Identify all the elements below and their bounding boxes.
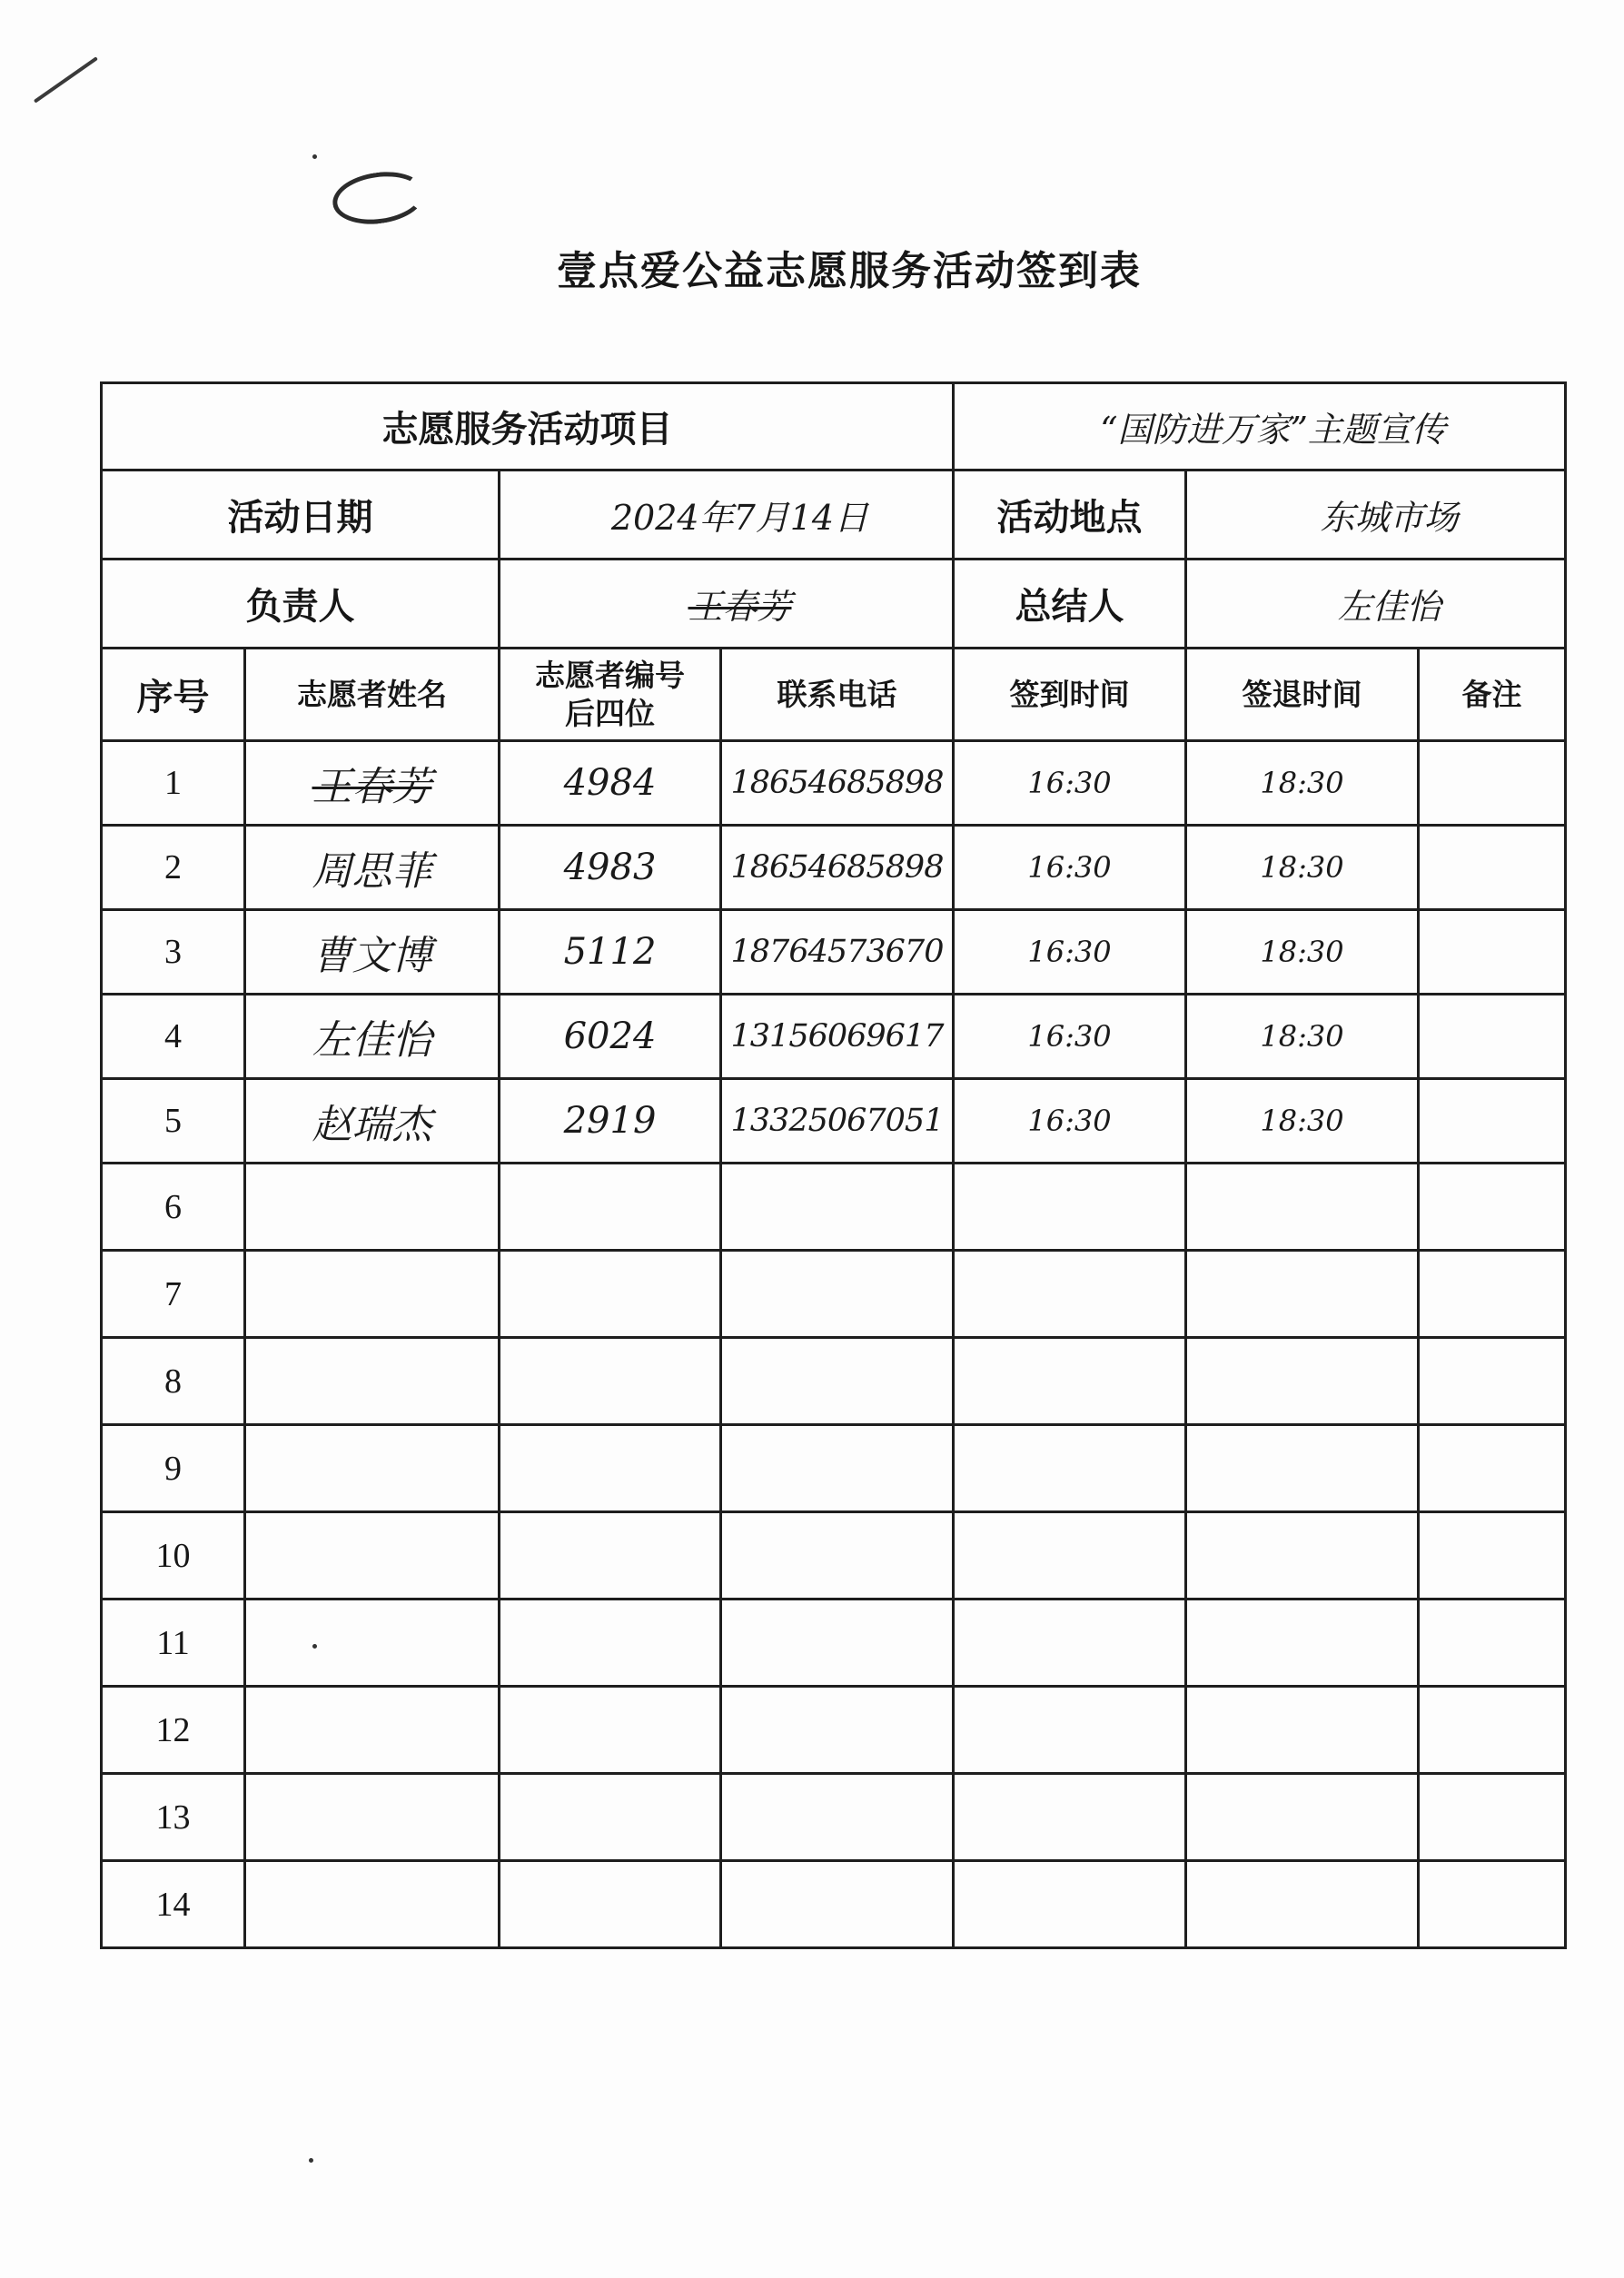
col-header-remark: 备注 bbox=[1419, 649, 1566, 741]
ink-dot bbox=[309, 2158, 313, 2163]
date-value: 2024年7月14日 bbox=[500, 470, 954, 560]
checkin-time bbox=[954, 1512, 1186, 1600]
leader-value bbox=[500, 560, 954, 649]
volunteer-phone bbox=[721, 1251, 954, 1338]
volunteer-name: 左佳怡 bbox=[245, 995, 500, 1079]
row-seq: 6 bbox=[102, 1164, 245, 1251]
row-seq: 2 bbox=[102, 826, 245, 910]
checkout-time bbox=[1186, 1164, 1419, 1251]
document-title: 壹点爱公益志愿服务活动签到表 bbox=[557, 248, 1142, 294]
volunteer-id bbox=[500, 1687, 721, 1774]
volunteer-name bbox=[245, 1164, 500, 1251]
volunteer-phone: 18764573670 bbox=[721, 910, 954, 995]
volunteer-id: 6024 bbox=[500, 995, 721, 1079]
volunteer-phone: 18654685898 bbox=[721, 741, 954, 826]
volunteer-name bbox=[245, 1425, 500, 1512]
checkin-time bbox=[954, 1774, 1186, 1861]
col-header-id-line2: 后四位 bbox=[565, 695, 655, 731]
remark bbox=[1419, 1600, 1566, 1687]
sign-in-table bbox=[100, 381, 1567, 1949]
volunteer-id: 4984 bbox=[500, 741, 721, 826]
table-row bbox=[102, 1687, 1566, 1774]
col-header-id-line1: 志愿者编号 bbox=[535, 658, 685, 694]
volunteer-name bbox=[245, 1338, 500, 1425]
volunteer-name bbox=[245, 1861, 500, 1948]
remark bbox=[1419, 995, 1566, 1079]
remark bbox=[1419, 1425, 1566, 1512]
table-row bbox=[102, 1774, 1566, 1861]
column-header-row bbox=[102, 649, 1566, 741]
ink-dot bbox=[312, 154, 317, 159]
checkout-time: 18:30 bbox=[1186, 741, 1419, 826]
volunteer-name bbox=[245, 1687, 500, 1774]
col-header-name: 志愿者姓名 bbox=[245, 649, 500, 741]
remark bbox=[1419, 1861, 1566, 1948]
volunteer-phone: 13325067051 bbox=[721, 1079, 954, 1164]
row-seq: 12 bbox=[102, 1687, 245, 1774]
volunteer-name: 周思菲 bbox=[245, 826, 500, 910]
date-label: 活动日期 bbox=[102, 470, 500, 560]
table-row bbox=[102, 1079, 1566, 1164]
checkin-time bbox=[954, 1425, 1186, 1512]
volunteer-phone bbox=[721, 1512, 954, 1600]
leader-signature: 王春芳 bbox=[688, 587, 792, 627]
row-seq: 11 bbox=[102, 1600, 245, 1687]
volunteer-id bbox=[500, 1425, 721, 1512]
table-row bbox=[102, 995, 1566, 1079]
volunteer-phone bbox=[721, 1600, 954, 1687]
checkout-time: 18:30 bbox=[1186, 1079, 1419, 1164]
checkin-time: 16:30 bbox=[954, 1079, 1186, 1164]
remark bbox=[1419, 1774, 1566, 1861]
volunteer-name: 王春芳 bbox=[245, 741, 500, 826]
table-row bbox=[102, 1861, 1566, 1948]
remark bbox=[1419, 1251, 1566, 1338]
volunteer-id bbox=[500, 1600, 721, 1687]
row-seq: 7 bbox=[102, 1251, 245, 1338]
row-seq: 4 bbox=[102, 995, 245, 1079]
checkin-time bbox=[954, 1600, 1186, 1687]
volunteer-phone: 13156069617 bbox=[721, 995, 954, 1079]
volunteer-name: 曹文博 bbox=[245, 910, 500, 995]
row-seq: 1 bbox=[102, 741, 245, 826]
col-header-seq: 序号 bbox=[102, 649, 245, 741]
row-seq: 5 bbox=[102, 1079, 245, 1164]
col-header-id bbox=[500, 649, 721, 741]
project-value: “国防进万家”主题宣传 bbox=[954, 383, 1566, 470]
remark bbox=[1419, 826, 1566, 910]
volunteer-phone bbox=[721, 1774, 954, 1861]
volunteer-name: 赵瑞杰 bbox=[245, 1079, 500, 1164]
checkin-time bbox=[954, 1164, 1186, 1251]
volunteer-id bbox=[500, 1774, 721, 1861]
checkout-time bbox=[1186, 1774, 1419, 1861]
volunteer-name bbox=[245, 1600, 500, 1687]
table-row bbox=[102, 1512, 1566, 1600]
remark bbox=[1419, 1512, 1566, 1600]
row-seq: 8 bbox=[102, 1338, 245, 1425]
table-row bbox=[102, 826, 1566, 910]
checkout-time bbox=[1186, 1687, 1419, 1774]
remark bbox=[1419, 1079, 1566, 1164]
checkin-time: 16:30 bbox=[954, 995, 1186, 1079]
checkin-time: 16:30 bbox=[954, 741, 1186, 826]
remark bbox=[1419, 1164, 1566, 1251]
row-seq: 13 bbox=[102, 1774, 245, 1861]
checkout-time bbox=[1186, 1512, 1419, 1600]
table-row bbox=[102, 1251, 1566, 1338]
checkout-time bbox=[1186, 1251, 1419, 1338]
checkin-time bbox=[954, 1687, 1186, 1774]
checkout-time: 18:30 bbox=[1186, 995, 1419, 1079]
table-row bbox=[102, 1164, 1566, 1251]
pen-stroke-mark bbox=[34, 56, 98, 103]
checkin-time: 16:30 bbox=[954, 910, 1186, 995]
volunteer-phone bbox=[721, 1861, 954, 1948]
summarizer-label: 总结人 bbox=[954, 560, 1186, 649]
col-header-checkout: 签退时间 bbox=[1186, 649, 1419, 741]
volunteer-id bbox=[500, 1251, 721, 1338]
checkout-time bbox=[1186, 1425, 1419, 1512]
leader-label: 负责人 bbox=[102, 560, 500, 649]
table-row bbox=[102, 1425, 1566, 1512]
remark bbox=[1419, 1338, 1566, 1425]
checkin-time: 16:30 bbox=[954, 826, 1186, 910]
remark bbox=[1419, 741, 1566, 826]
table-row bbox=[102, 1338, 1566, 1425]
volunteer-phone: 18654685898 bbox=[721, 826, 954, 910]
checkout-time bbox=[1186, 1600, 1419, 1687]
col-header-phone: 联系电话 bbox=[721, 649, 954, 741]
checkout-time: 18:30 bbox=[1186, 910, 1419, 995]
volunteer-phone bbox=[721, 1164, 954, 1251]
volunteer-name bbox=[245, 1512, 500, 1600]
row-seq: 9 bbox=[102, 1425, 245, 1512]
summarizer-value: 左佳怡 bbox=[1186, 560, 1566, 649]
remark bbox=[1419, 1687, 1566, 1774]
volunteer-id bbox=[500, 1164, 721, 1251]
row-seq: 10 bbox=[102, 1512, 245, 1600]
col-header-checkin: 签到时间 bbox=[954, 649, 1186, 741]
checkin-time bbox=[954, 1338, 1186, 1425]
date-location-row bbox=[102, 470, 1566, 560]
volunteer-name bbox=[245, 1774, 500, 1861]
volunteer-id: 5112 bbox=[500, 910, 721, 995]
table-row bbox=[102, 1600, 1566, 1687]
row-seq: 3 bbox=[102, 910, 245, 995]
project-label: 志愿服务活动项目 bbox=[102, 383, 954, 470]
checkin-time bbox=[954, 1251, 1186, 1338]
volunteer-id: 4983 bbox=[500, 826, 721, 910]
row-seq: 14 bbox=[102, 1861, 245, 1948]
table-row bbox=[102, 741, 1566, 826]
location-value: 东城市场 bbox=[1186, 470, 1566, 560]
checkin-time bbox=[954, 1861, 1186, 1948]
leader-row bbox=[102, 560, 1566, 649]
volunteer-name bbox=[245, 1251, 500, 1338]
volunteer-phone bbox=[721, 1338, 954, 1425]
checkout-time bbox=[1186, 1861, 1419, 1948]
pen-circle-mark bbox=[330, 166, 429, 230]
remark bbox=[1419, 910, 1566, 995]
volunteer-phone bbox=[721, 1425, 954, 1512]
volunteer-id bbox=[500, 1512, 721, 1600]
volunteer-id bbox=[500, 1861, 721, 1948]
location-label: 活动地点 bbox=[954, 470, 1186, 560]
checkout-time bbox=[1186, 1338, 1419, 1425]
checkout-time: 18:30 bbox=[1186, 826, 1419, 910]
volunteer-id bbox=[500, 1338, 721, 1425]
volunteer-id: 2919 bbox=[500, 1079, 721, 1164]
project-row bbox=[102, 383, 1566, 470]
volunteer-phone bbox=[721, 1687, 954, 1774]
table-row bbox=[102, 910, 1566, 995]
